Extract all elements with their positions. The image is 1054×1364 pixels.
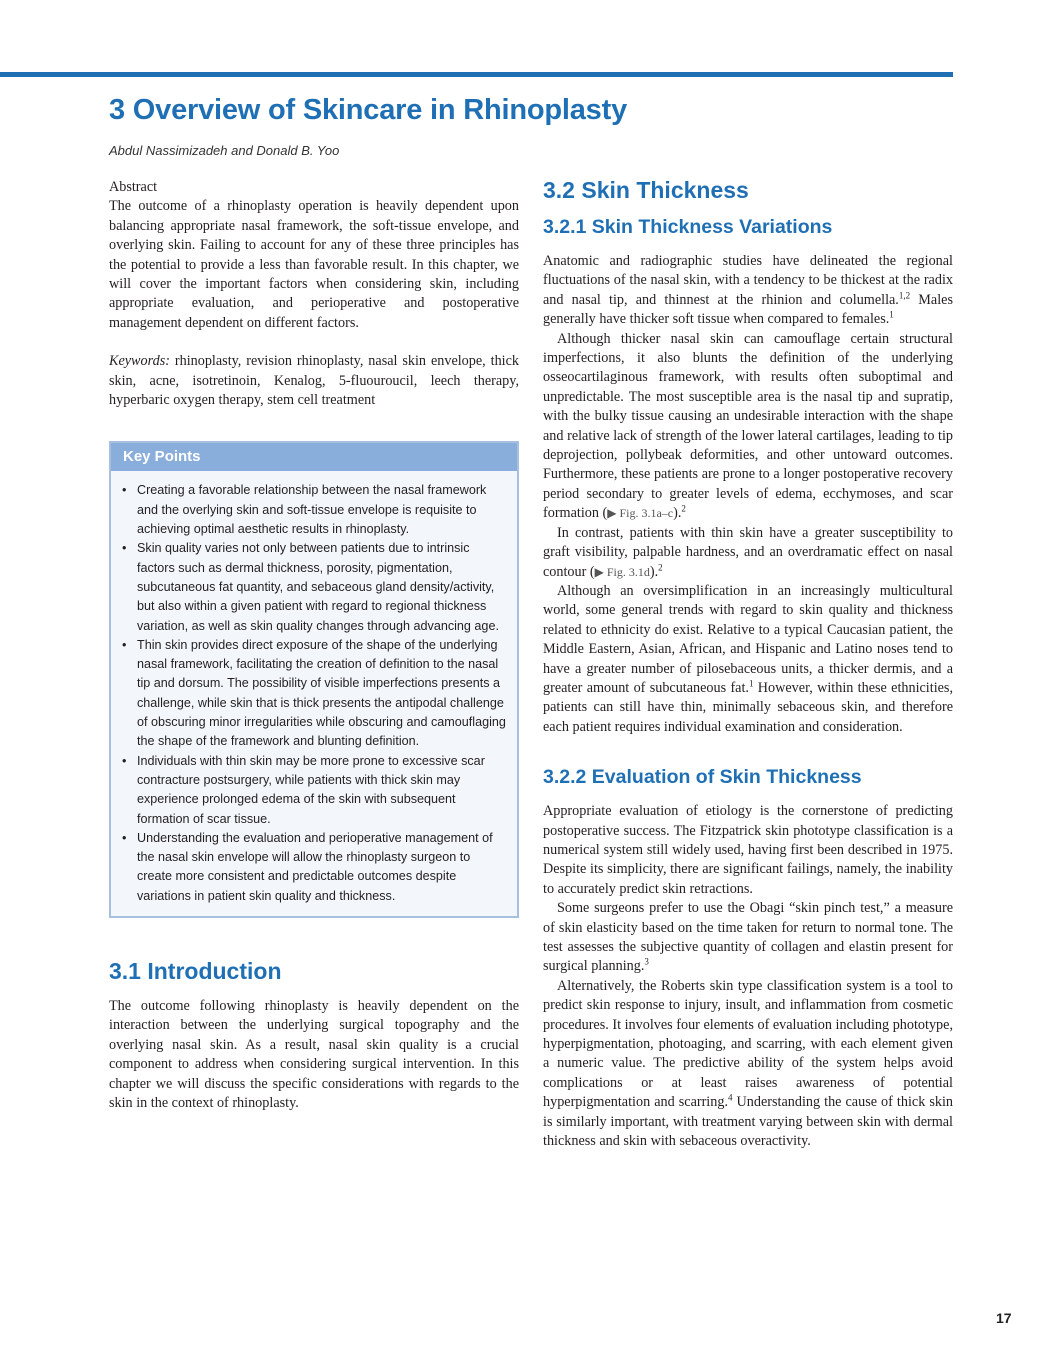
chapter-title: 3 Overview of Skincare in Rhinoplasty [109, 94, 627, 126]
paragraph [543, 582, 953, 737]
key-points-box [109, 441, 519, 918]
text-run: Although thicker nasal skin can camouflage certain structural imperfections, it also blunts the definition of the underlying osseocartilaginous framework, with results often suboptimal and unpredictable. The most susceptible area is the nasal tip and supratip, with the bulky tissue causing an undesirable interaction with the shape and relative lack of strength of the lower lateral cartilages, leading to tip deprojection, pollybeak deformities, and other untoward outcomes. Furthermore, these patients are prone to a longer postoperative recovery period secondary to greater levels of edema, ecchymoses, and scar formation ( [543, 330, 953, 522]
text-run: Understanding the cause of thick skin is similarly important, with treatment varying between skin with dermal thickness and skin with sebaceous overactivity. [543, 1094, 953, 1150]
section-heading-introduction: 3.1 Introduction [109, 958, 282, 984]
key-point-item: • Individuals with thin skin may be more prone to excessive scar contracture postsurgery, while patients with thick skin may experience prolonged edema of the skin with subsequent formation of scar tissue. [137, 752, 507, 829]
key-point-item: • Thin skin provides direct exposure of the shape of the underlying nasal framework, facilitating the creation of definition to the nasal tip and dorsum. The possibility of visible imperfections presents a challenge, while skin that is thick presents the antipodal challenge of obscuring minor irregularities while obscuring and camouflaging the shape of the framework and blunting definition. [137, 636, 507, 752]
text-run: Anatomic and radiographic studies have delineated the regional fluctuations of the nasal skin, with a tendency to be thickest at the radix and nasal tip, and thinnest at the rhinion and columella. [543, 253, 953, 308]
figure-reference-link[interactable]: ▶ Fig. 3.1a–c [607, 506, 674, 521]
key-point-item: • Skin quality varies not only between patients due to intrinsic factors such as dermal thickness, porosity, pigmentation, subcutaneous fat quantity, and sebaceous gland density/activity, but also within a given patient with regard to regional thickness variation, as well as skin quality changes through advancing age. [137, 539, 507, 635]
citation: 4 [728, 1092, 733, 1103]
abstract-heading: Abstract [109, 179, 158, 195]
paragraph: Appropriate evaluation of etiology is the cornerstone of predicting postoperative success. The Fitzpatrick skin phototype classification is a numerical system still widely used, having first been described in 1975. Despite its simplicity, there are significant failings, namely, the inability to accurately predict skin retractions. [543, 803, 953, 897]
abstract-text: The outcome of a rhinoplasty operation is heavily dependent upon balancing appropriate nasal framework, the soft-tissue envelope, and overlying skin. Failing to account for any of these three principles has the potential to provide a less than favorable result. In this chapter, we will cover the important factors when considering skin, including appropriate evaluation, and perioperative and postoperative management dependent on different factors. [109, 198, 519, 331]
citation: 2 [681, 503, 686, 514]
paragraph [543, 524, 953, 582]
text-run: ). [649, 563, 659, 580]
text-run: In contrast, patients with thin skin have a greater susceptibility to graft visibility, palpable hardness, and an overdramatic effect on nasal contour ( [543, 524, 953, 580]
paragraph [543, 977, 953, 1152]
key-point-item: • Understanding the evaluation and perioperative management of the nasal skin envelope will allow the rhinoplasty surgeon to create more consistent and predictable outcomes despite variations in patient skin quality and thickness. [137, 829, 507, 906]
figure-reference-link[interactable]: ▶ Fig. 3.1d [594, 564, 650, 579]
chapter-authors: Abdul Nassimizadeh and Donald B. Yoo [109, 143, 340, 158]
page-number: 17 [996, 1310, 1012, 1326]
top-rule [0, 72, 953, 77]
citation: 1 [889, 309, 894, 320]
key-points-list [111, 481, 517, 906]
left-column [109, 178, 519, 1113]
paragraph [543, 252, 953, 330]
section-heading-skin-thickness: 3.2 Skin Thickness [543, 177, 749, 203]
citation: 3 [644, 956, 649, 967]
subsection-heading-variations: 3.2.1 Skin Thickness Variations [543, 216, 833, 238]
key-points-title: Key Points [111, 443, 517, 471]
text-run: However, within these ethnicities, patients can still have thin, minimally sebaceous skin, and therefore each patient requires individual examination and consideration. [543, 679, 953, 735]
text-run: Some surgeons prefer to use the Obagi “skin pinch test,” a measure of skin elasticity based on the time taken for return to normal tone. The test assesses the subjective quantity of collagen and elastin present for surgical planning. [543, 900, 953, 975]
text-run: Alternatively, the Roberts skin type classification system is a tool to predict skin response to injury, insult, and inflammation from cosmetic procedures. It involves four elements of evaluation including phototype, hyperpigmentation, photoaging, and scarring, with each element given a numeric value. The predictive ability of the system helps avoid complications or at least raises awareness of potential hyperpigmentation and scarring. [543, 977, 953, 1111]
text-run: ). [673, 505, 682, 522]
citation: 1 [748, 678, 754, 689]
keywords-label: Keywords: [109, 353, 170, 370]
citation: 2 [658, 561, 663, 572]
text-run: Males generally have thicker soft tissue when compared to females. [543, 291, 953, 328]
subsection-heading-evaluation: 3.2.2 Evaluation of Skin Thickness [543, 766, 862, 789]
paragraph [543, 330, 953, 524]
paragraph [543, 899, 953, 977]
keywords [109, 352, 519, 410]
keywords-text: rhinoplasty, revision rhinoplasty, nasal skin envelope, thick skin, acne, isotretinoin, Kenalog, 5-fluouroucil, leech therapy, hyperbaric oxygen therapy, stem cell treatment [109, 353, 520, 409]
citation: 1,2 [898, 290, 911, 301]
introduction-text: The outcome following rhinoplasty is heavily dependent on the interaction between the underlying surgical topography and the overlying nasal skin. As a result, nasal skin quality is a crucial component to address when considering surgical intervention. In this chapter we will discuss the specific considerations with regards to the skin in the context of rhinoplasty. [109, 998, 519, 1112]
right-column [543, 176, 953, 1151]
key-point-item: • Creating a favorable relationship between the nasal framework and the overlying skin and soft-tissue envelope is requisite to achieving optimal aesthetic results in rhinoplasty. [137, 481, 507, 539]
text-run: Although an oversimplification in an increasingly multicultural world, some general trends with regard to skin quality and thickness related to ethnicity do exist. Relative to a typical Caucasian patient, the Middle Eastern, Asian, African, and Hispanic and Latino noses tend to have a greater number of pilosebaceous units, a thicker dermis, and a greater amount of subcutaneous fat. [543, 582, 953, 696]
